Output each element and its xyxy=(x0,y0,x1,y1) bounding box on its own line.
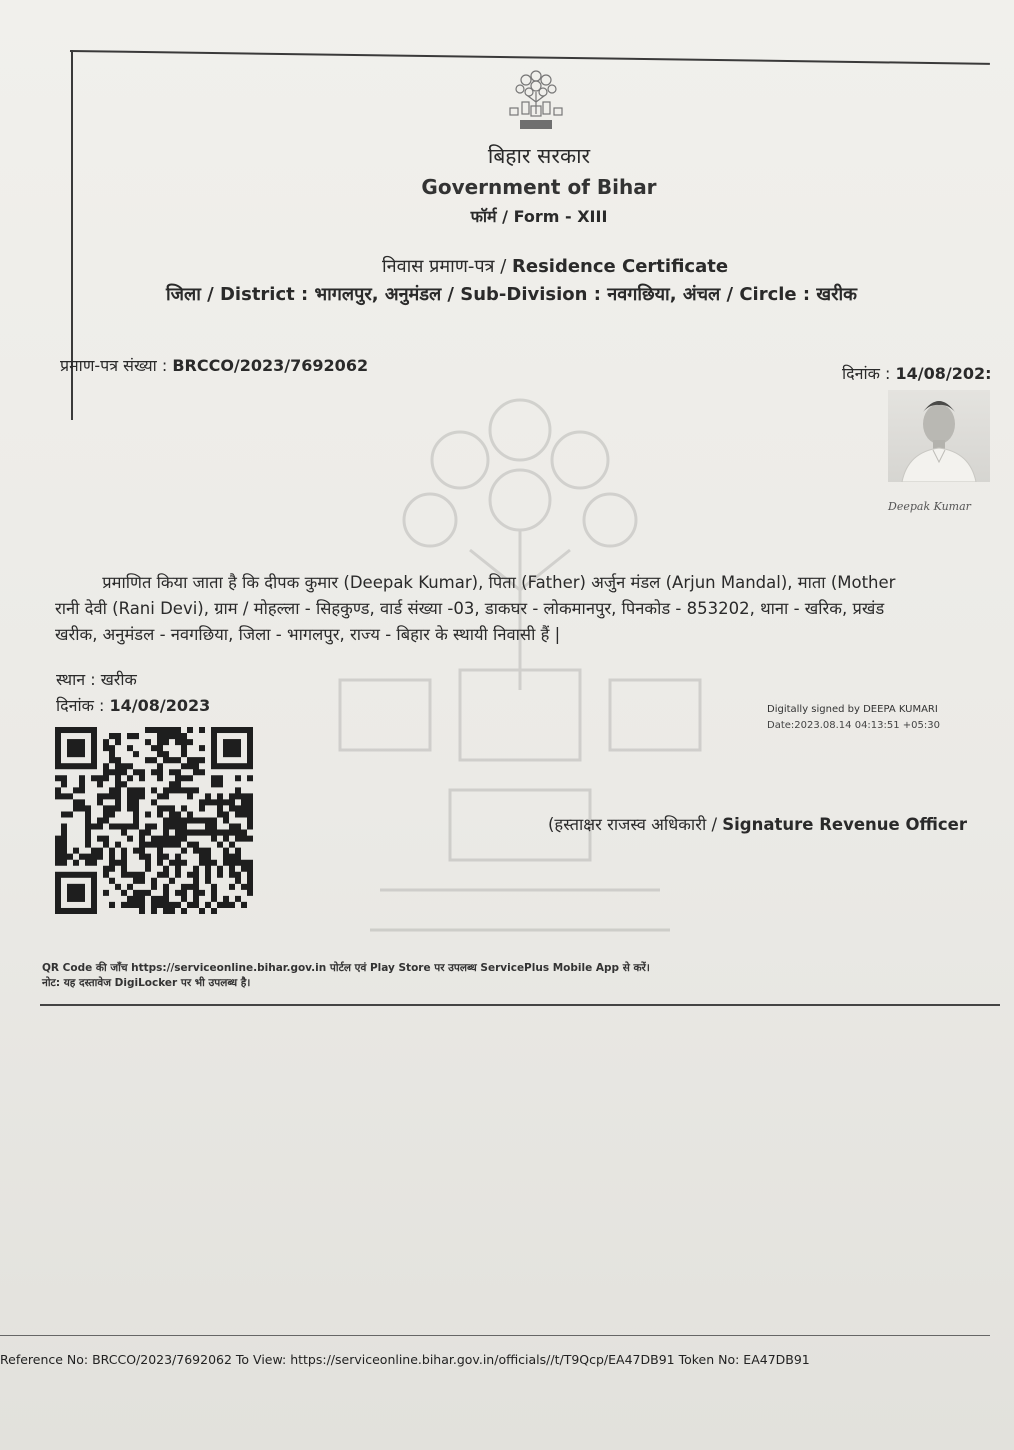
place-date-label: दिनांक : xyxy=(56,696,110,715)
footer-divider xyxy=(0,1335,990,1336)
watermark-emblem xyxy=(310,390,730,960)
digital-signature-date: Date:2023.08.14 04:13:51 +05:30 xyxy=(767,720,940,731)
qr-finder-pattern xyxy=(58,730,94,766)
form-number: फॉर्म / Form - XIII xyxy=(470,207,608,226)
officer-label-english: Signature Revenue Officer xyxy=(722,815,968,834)
frame-bottom-border xyxy=(40,1004,1000,1006)
certificate-number xyxy=(60,354,368,376)
qr-code xyxy=(55,727,253,914)
digilocker-note: नोट: यह दस्तावेज DigiLocker पर भी उपलब्ध है। xyxy=(42,977,251,989)
certificate-body xyxy=(55,570,995,648)
digital-signature-by: Digitally signed by DEEPA KUMARI xyxy=(767,704,938,715)
issue-date-value: 14/08/202: xyxy=(895,364,992,383)
applicant-photo-figure xyxy=(888,390,990,482)
qr-finder-pattern xyxy=(58,875,94,911)
issue-date xyxy=(842,362,992,384)
qr-verification-note: QR Code की जाँच https://serviceonline.bihar.gov.in पोर्टल एवं Play Store पर उपलब्ध ServicePlus Mobile App से करें। xyxy=(42,962,650,974)
state-hindi-title: बिहार सरकार xyxy=(487,144,591,168)
place-date-value: 14/08/2023 xyxy=(109,696,211,715)
body-line-1: प्रमाणित किया जाता है कि दीपक कुमार (Deepak Kumar), पिता (Father) अर्जुन मंडल (Arjun Mandal), माता (Mother xyxy=(55,573,896,592)
certificate-number-label: प्रमाण-पत्र संख्या : xyxy=(60,356,173,375)
officer-label-hindi: (हस्ताक्षर राजस्व अधिकारी / xyxy=(548,815,723,834)
body-line-2: रानी देवी (Rani Devi), ग्राम / मोहल्ला - सिहकुण्ड, वार्ड संख्या -03, डाकघर - लोकमानपुर, पिनकोड - 853202, थाना - खरिक, प्रखंड xyxy=(55,599,885,618)
issue-date-label: दिनांक : xyxy=(842,364,896,383)
certificate-number-value: BRCCO/2023/7692062 xyxy=(172,356,369,375)
district-line: जिला / District : भागलपुर, अनुमंडल / Sub-Division : नवगछिया, अंचल / Circle : खरीक xyxy=(166,284,857,305)
certificate-title-hindi: निवास प्रमाण-पत्र / xyxy=(381,256,512,277)
bihar-emblem-icon xyxy=(498,62,574,138)
applicant-signature: Deepak Kumar xyxy=(888,500,971,513)
place-date xyxy=(56,694,210,716)
government-title: Government of Bihar xyxy=(421,175,657,199)
applicant-photo xyxy=(888,390,990,482)
certificate-title xyxy=(48,254,1014,278)
body-line-3: खरीक, अनुमंडल - नवगछिया, जिला - भागलपुर, राज्य - बिहार के स्थायी निवासी हैं | xyxy=(55,625,561,644)
qr-finder-pattern xyxy=(214,730,250,766)
place: स्थान : खरीक xyxy=(56,670,137,689)
reference-line: Reference No: BRCCO/2023/7692062 To View: https://serviceonline.bihar.gov.in/officials//t/T9Qcp/EA47DB91 Token No: EA47DB91 xyxy=(0,1352,810,1367)
certificate-title-english: Residence Certificate xyxy=(512,256,729,277)
revenue-officer-signature-label xyxy=(548,812,967,835)
